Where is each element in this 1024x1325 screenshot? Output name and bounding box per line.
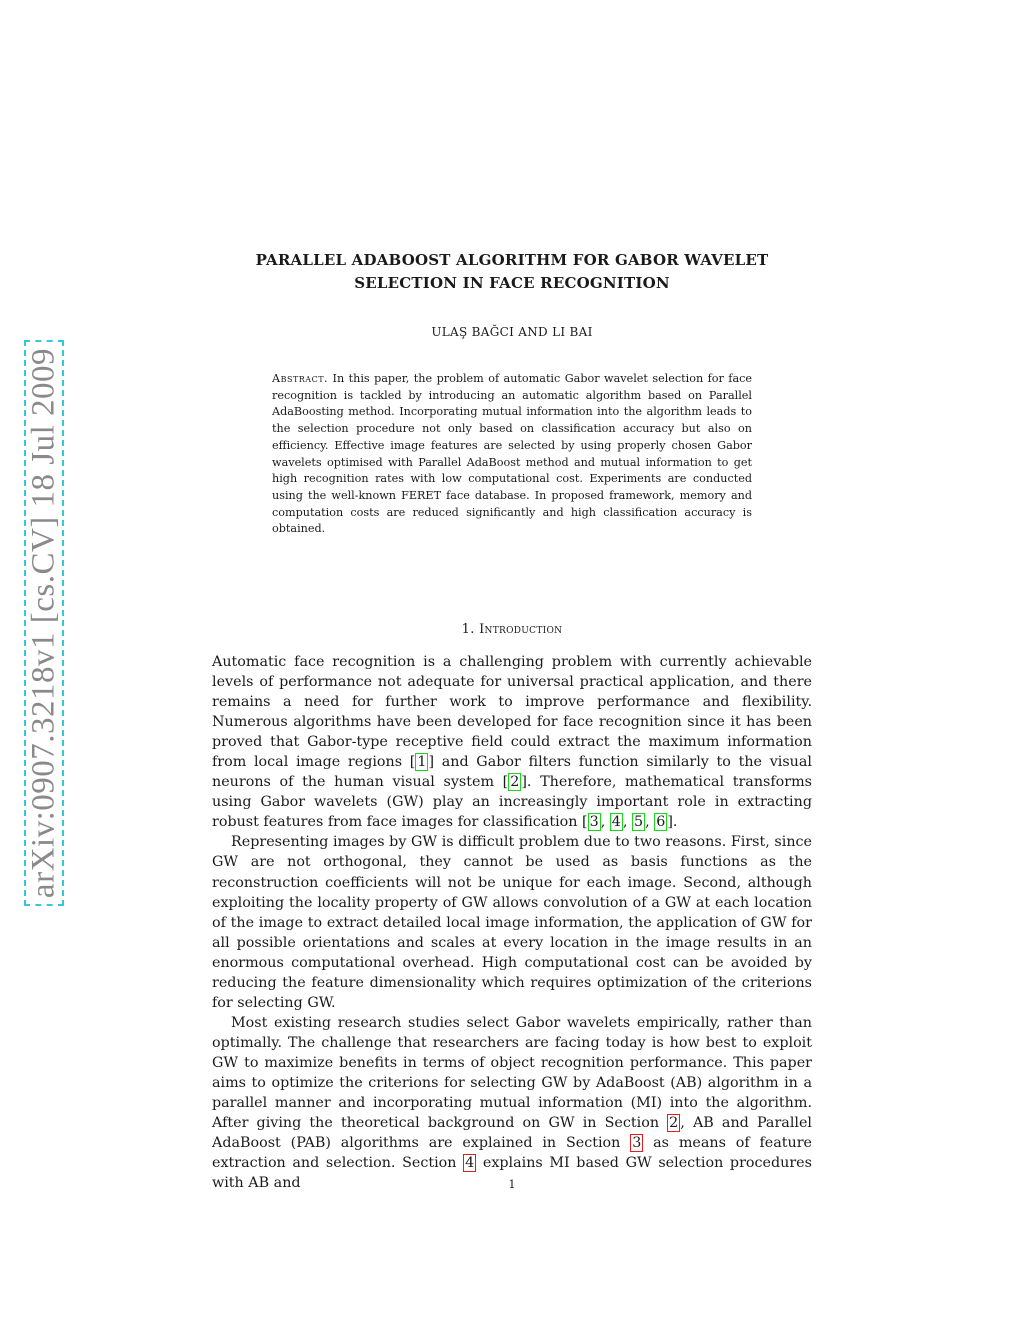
text-run: ]. (667, 814, 678, 831)
title-line-1: PARALLEL ADABOOST ALGORITHM FOR GABOR WAVELET (255, 251, 769, 269)
citation-link[interactable]: 3 (589, 814, 599, 831)
section-link[interactable]: 4 (465, 1155, 475, 1172)
arxiv-stamp: arXiv:0907.3218v1 [cs.CV] 18 Jul 2009 (25, 347, 62, 899)
citation-link[interactable]: 6 (656, 814, 666, 831)
page-number: 1 (508, 1178, 516, 1191)
text-run: as means of feature extraction and selection. Section (212, 1135, 812, 1172)
section-number: 1. (461, 622, 475, 637)
text-run: Automatic face recognition is a challenging problem with currently achievable levels of performance not adequate for universal practical application, and there remains a need for further work to improve performance and flexibility. Numerous algorithms have been developed for face recognition since it has been proved that Gabor-type receptive field could extract the maximum information from local image regions [ (212, 654, 812, 771)
text-run: , (645, 814, 655, 831)
citation-link[interactable]: 2 (510, 774, 520, 791)
paragraph-2: Representing images by GW is difficult problem due to two reasons. First, since GW are not orthogonal, they cannot be used as basis functions as the reconstruction coefficients will not be unique for each image. Second, although exploiting the locality property of GW allows convolution of a GW at each location of the image to extract detailed local image information, the application of GW for all possible orientations and scales at every location in the image results in an enormous computational overhead. High computational cost can be avoided by reducing the feature dimensionality which requires optimization of the criterions for selecting GW. (212, 834, 812, 1011)
section-title: Introduction (479, 622, 563, 637)
body-text (212, 652, 812, 1193)
text-run: , (622, 814, 632, 831)
citation-link[interactable]: 1 (417, 754, 427, 771)
text-run: explains MI based GW selection procedures with AB and (212, 1155, 812, 1192)
citation-link[interactable]: 5 (634, 814, 644, 831)
abstract-text: In this paper, the problem of automatic Gabor wavelet selection for face recognition is tackled by introducing an automatic algorithm based on Parallel AdaBoosting method. Incorporating mutual information into the algorithm leads to the selection procedure not only based on classification accuracy but also on efficiency. Effective image features are selected by using properly chosen Gabor wavelets optimised with Parallel AdaBoost method and mutual information to get high recognition rates with low computational cost. Experiments are conducted using the well-known FERET face database. In proposed framework, memory and computation costs are reduced significantly and high classification accuracy is obtained. (272, 372, 752, 536)
paragraph-1 (212, 652, 812, 832)
text-run: Most existing research studies select Gabor wavelets empirically, rather than optimally. The challenge that researchers are facing today is how best to exploit GW to maximize benefits in terms of object recognition performance. This paper aims to optimize the criterions for selecting GW by AdaBoost (AB) algorithm in a parallel manner and incorporating mutual information (MI) into the algorithm. After giving the theoretical background on GW in Section (212, 1014, 812, 1132)
paragraph-3 (212, 1013, 812, 1193)
paper-title (212, 249, 812, 295)
text-run: ] and Gabor filters function similarly to the visual neurons of the human visual system [ (212, 754, 812, 791)
authors: ULAŞ BAĞCI AND LI BAI (431, 325, 593, 339)
text-run: , (600, 814, 610, 831)
abstract (272, 371, 752, 538)
text-run: ]. Therefore, mathematical transforms using Gabor wavelets (GW) play an increasingly important role in extracting robust features from face images for classification [ (212, 774, 812, 831)
section-link[interactable]: 3 (632, 1135, 642, 1152)
abstract-label: Abstract. (272, 372, 329, 385)
section-heading (212, 622, 812, 637)
section-link[interactable]: 2 (669, 1115, 679, 1132)
citation-link[interactable]: 4 (611, 814, 621, 831)
text-run: , AB and Parallel AdaBoost (PAB) algorithms are explained in Section (212, 1115, 812, 1152)
title-line-2: SELECTION IN FACE RECOGNITION (354, 274, 670, 292)
